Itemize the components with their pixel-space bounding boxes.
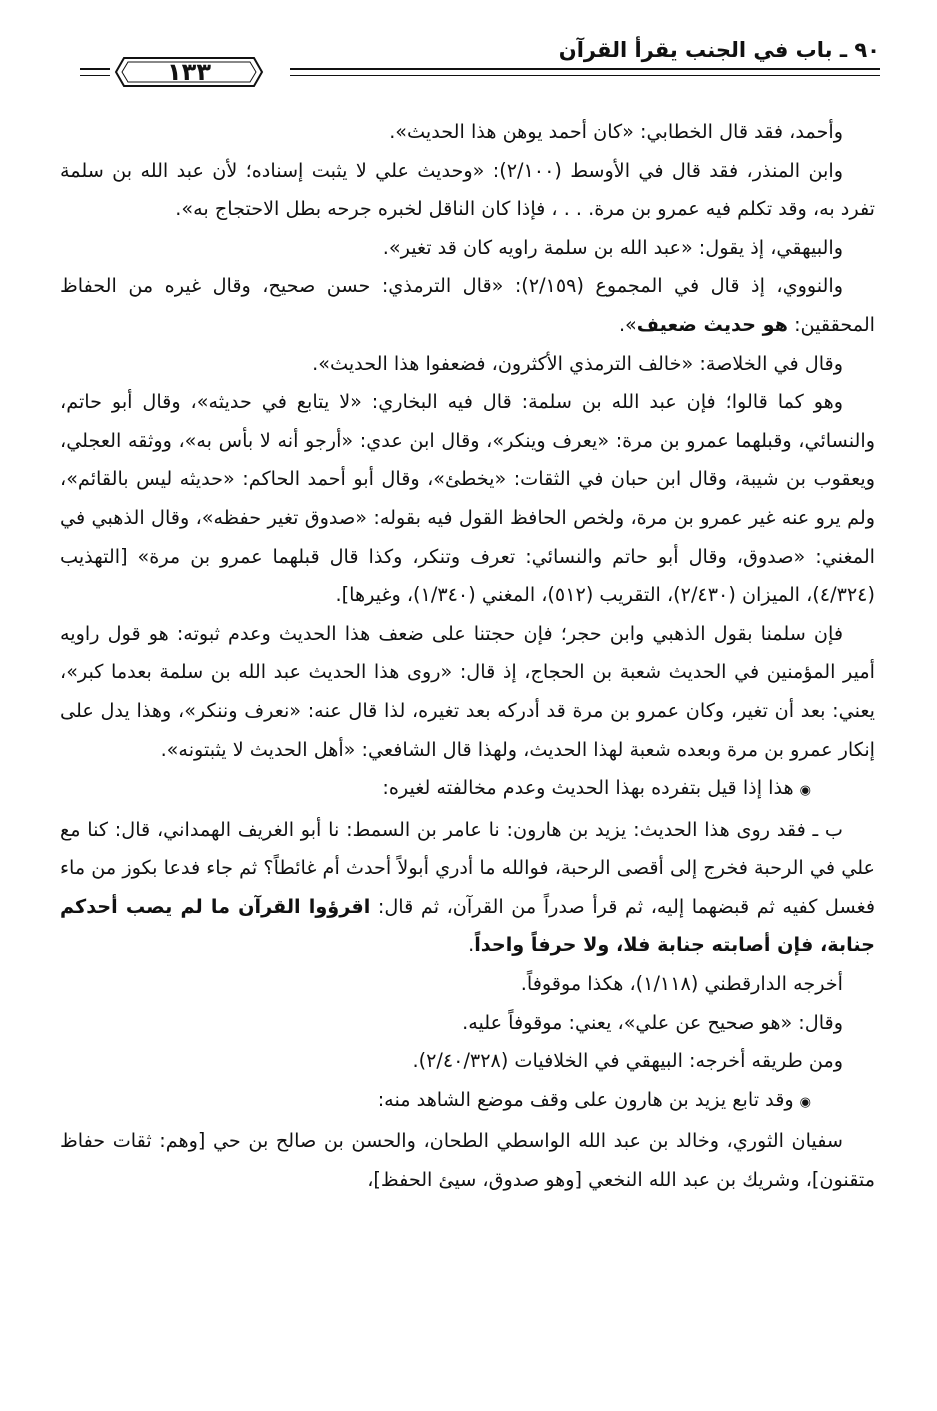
paragraph-text: أخرجه الدارقطني (١/١١٨)، هكذا موقوفاً. [520, 972, 843, 996]
paragraph-text: وابن المنذر، فقد قال في الأوسط (٢/١٠٠): «وحديث علي لا يثبت إسناده؛ لأن عبد الله بن سلمة تفرد به، وقد تكلم فيه عمرو بن مرة. . . ، فإذا كان الناقل لخبره جرحه بطل الاحتجاج به». [60, 158, 875, 221]
paragraph-text: والبيهقي، إذ يقول: «عبد الله بن سلمة راويه كان قد تغير». [382, 235, 843, 259]
paragraph [60, 152, 875, 229]
emphasized-text: اقرؤوا القرآن ما لم يصب أحدكم جنابة، فإن أصابته جنابة فلا، ولا حرفاً واحداً [60, 894, 875, 957]
paragraph [60, 267, 875, 344]
paragraph [60, 229, 875, 268]
paragraph-text: وهو كما قالوا؛ فإن عبد الله بن سلمة: قال فيه البخاري: «لا يتابع في حديثه»، وقال أبو حاتم، والنسائي، وقبلهما عمرو بن مرة: «يعرف وينكر»، وقال ابن عدي: «أرجو أنه لا بأس به»، ووثقه العجلي، ويعقوب بن شيبة، وقال ابن حبان في الثقات: «يخطئ»، وقال أبو أحمد الحاكم: «حديثه ليس بالقائم»، ولم يرو عنه غير عمرو بن مرة، ولخص الحافظ القول فيه بقوله: «صدوق تغير حفظه»، وقال الذهبي في المغني: «صدوق، وقال أبو حاتم والنسائي: تعرف وتنكر، وكذا قال قبلهما عمرو بن مرة» [التهذيب (٤/٣٢٤)، الميزان (٢/٤٣٠)، التقريب (٥١٢)، المغني (١/٣٤٠)، وغيرها]. [60, 390, 875, 607]
paragraph [60, 1122, 875, 1199]
paragraph-text: وقال في الخلاصة: «خالف الترمذي الأكثرون، فضعفوا هذا الحديث». [312, 351, 843, 375]
header-rule-thin [290, 75, 880, 76]
paragraph-text: وأحمد، فقد قال الخطابي: «كان أحمد يوهن هذا الحديث». [389, 120, 843, 143]
paragraph-text: وقال: «هو صحيح عن علي»، يعني: موقوفاً عليه. [462, 1010, 843, 1034]
emphasized-text: هو حديث ضعيف [636, 312, 788, 336]
paragraph-text: ». [618, 312, 637, 336]
paragraph-text: ب ـ فقد روى هذا الحديث: يزيد بن هارون: نا عامر بن السمط: نا أبو الغريف الهمداني، قال: كنا مع علي في الرحبة فخرج إلى أقصى الرحبة، فوالله ما أدري أبولاً أحدث أم غائطاً؟ ثم جاء فدعا بكوز من ماء فغسل كفيه ثم قبضهما إليه، ثم قرأ صدراً من القرآن، ثم قال: [60, 817, 876, 918]
main-text [60, 113, 875, 1200]
paragraph-text: . [468, 933, 475, 957]
paragraph-text: فإن سلمنا بقول الذهبي وابن حجر؛ فإن حجتنا على ضعف هذا الحديث وعدم ثبوته: هو قول راويه أمير المؤمنين في الحديث شعبة بن الحجاج، إذ قال: «روى هذا الحديث عبد الله بن سلمة بعدما كبر»، يعني: بعد أن تغير، وكان عمرو بن مرة قد أدركه بعد تغيره، لذا قال عنه: «نعرف وننكر»، وهذا يدل على إنكار عمرو بن مرة وبعده شعبة لهذا الحديث، ولهذا قال الشافعي: «أهل الحديث لا يثبتونه». [60, 621, 875, 761]
paragraph-text: وقد تابع يزيد بن هارون على وقف موضع الشاهد منه: [377, 1087, 794, 1111]
paragraph-text: والنووي، إذ قال في المجموع (٢/١٥٩): «قال الترمذي: حسن صحيح، وقال غيره من الحفاظ المحققين: [60, 274, 875, 336]
paragraph [60, 965, 875, 1004]
running-title: ٩٠ ـ باب في الجنب يقرأ القرآن [558, 38, 880, 62]
bullet-icon: ◉ [799, 783, 811, 799]
paragraph-text: ومن طريقه أخرجه: البيهقي في الخلافيات (٢/٤٠/٣٢٨). [412, 1049, 843, 1073]
page-number-badge [114, 56, 264, 88]
paragraph [60, 1081, 875, 1123]
paragraph [60, 113, 875, 152]
header-rule-left [80, 68, 110, 70]
page-header [80, 38, 880, 108]
header-rule [290, 68, 880, 70]
paragraph [60, 1042, 875, 1081]
paragraph-text: سفيان الثوري، وخالد بن عبد الله الواسطي الطحان، والحسن بن صالح بن حي [وهم: ثقات حفاظ متقنون]، وشريك بن عبد الله النخعي [وهو صدوق، سيئ الحفظ]، [60, 1129, 875, 1192]
paragraph-text: هذا إذا قيل بتفرده بهذا الحديث وعدم مخالفته لغيره: [382, 776, 794, 800]
paragraph [60, 811, 875, 965]
paragraph [60, 383, 875, 615]
page-number: ١٣٣ [167, 58, 211, 86]
paragraph [60, 1004, 875, 1043]
paragraph [60, 615, 875, 769]
paragraph [60, 345, 875, 384]
paragraph [60, 769, 875, 811]
bullet-icon: ◉ [799, 1094, 811, 1110]
header-rule-left-thin [80, 75, 110, 76]
